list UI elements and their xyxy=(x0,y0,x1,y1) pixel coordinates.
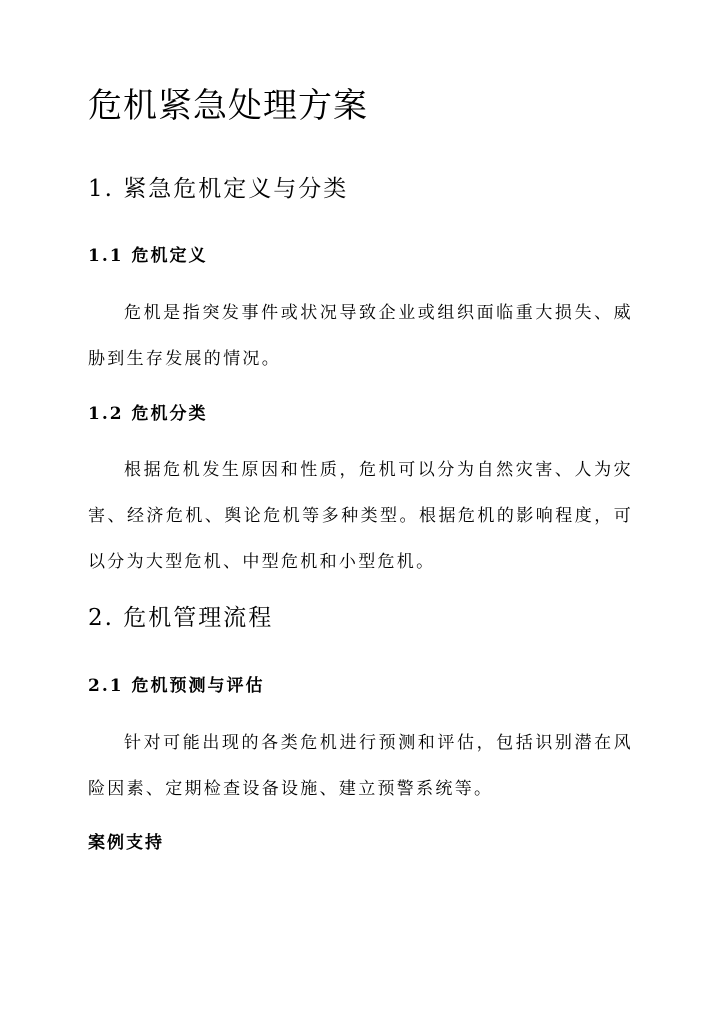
section-heading-2: 2. 危机管理流程 xyxy=(88,605,274,631)
case-support-heading: 案例支持 xyxy=(88,833,164,853)
subsection-heading-2-1: 2.1 危机预测与评估 xyxy=(88,676,265,696)
paragraph-crisis-definition: 危机是指突发事件或状况导致企业或组织面临重大损失、威胁到生存发展的情况。 xyxy=(88,303,633,369)
paragraph-crisis-forecast: 针对可能出现的各类危机进行预测和评估，包括识别潜在风险因素、定期检查设备设施、建立预警系统等。 xyxy=(88,733,633,799)
subsection-heading-1-1: 1.1 危机定义 xyxy=(88,246,208,266)
section-heading-1: 1. 紧急危机定义与分类 xyxy=(88,176,349,202)
document-title: 危机紧急处理方案 xyxy=(88,86,368,126)
subsection-heading-1-2: 1.2 危机分类 xyxy=(88,404,208,424)
paragraph-crisis-classification: 根据危机发生原因和性质，危机可以分为自然灾害、人为灾害、经济危机、舆论危机等多种类型。根据危机的影响程度，可以分为大型危机、中型危机和小型危机。 xyxy=(88,460,633,572)
